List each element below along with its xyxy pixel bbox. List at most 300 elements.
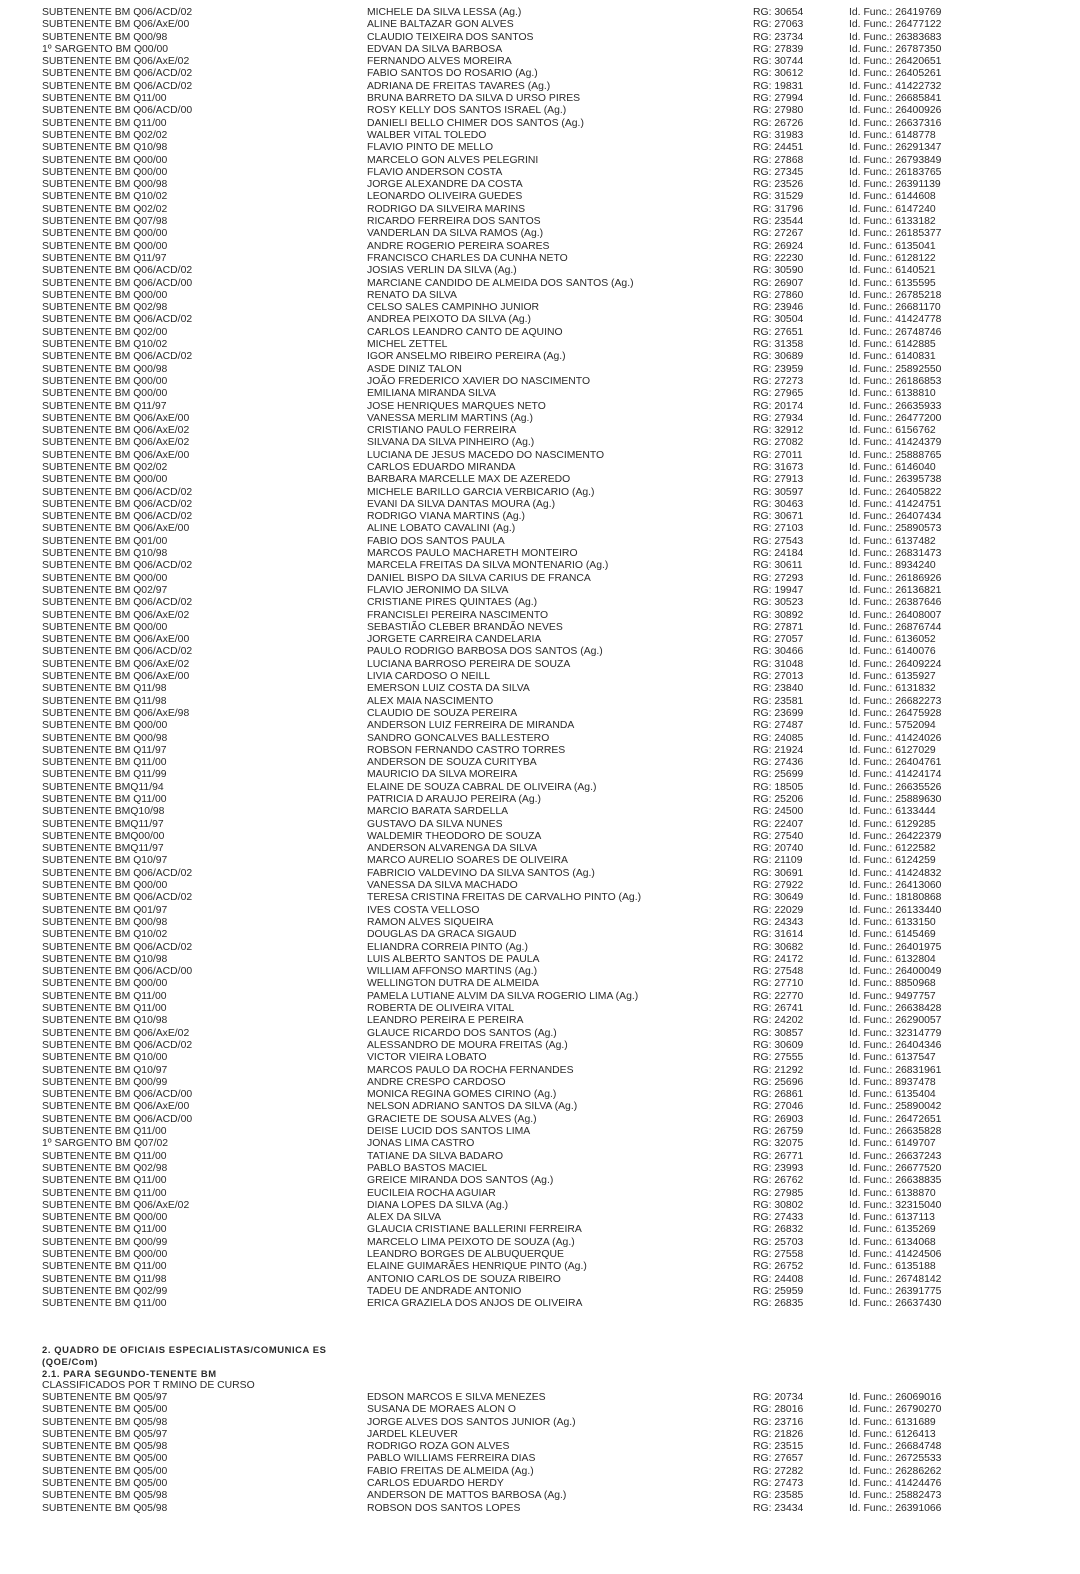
table-row	[42, 1188, 1052, 1200]
name-cell: SILVANA DA SILVA PINHEIRO (Ag.)	[367, 437, 535, 449]
table-row	[42, 167, 1052, 179]
name-cell: CARLOS EDUARDO MIRANDA	[367, 461, 516, 473]
rank-cell: SUBTENENTE BM Q10/98	[42, 142, 168, 154]
name-cell: JORGE ALVES DOS SANTOS JUNIOR (Ag.)	[367, 1416, 576, 1428]
rank-cell: SUBTENENTE BM Q02/00	[42, 326, 168, 338]
table-row	[42, 499, 1052, 511]
table-row	[42, 425, 1052, 437]
table-row	[42, 32, 1052, 44]
func-id-cell: Id. Func.: 25889630	[849, 794, 942, 805]
rank-cell: SUBTENENTE BM Q06/ACD/00	[42, 105, 193, 117]
func-id-cell: Id. Func.: 26477200	[849, 412, 942, 424]
table-row	[42, 450, 1052, 462]
rank-cell: SUBTENENTE BM Q11/00	[42, 1126, 167, 1138]
name-cell: ANTONIO CARLOS DE SOUZA RIBEIRO	[367, 1273, 561, 1285]
name-cell: WALBER VITAL TOLEDO	[367, 129, 487, 141]
rank-cell: SUBTENENTE BM Q05/97	[42, 1392, 168, 1403]
table-row	[42, 1404, 1052, 1416]
name-cell: FLAVIO JERONIMO DA SILVA	[367, 584, 509, 596]
rg-cell: RG: 25959	[753, 1285, 804, 1297]
rg-cell: RG: 31529	[753, 191, 804, 203]
table-row	[42, 105, 1052, 117]
rg-cell: RG: 25703	[753, 1236, 804, 1248]
name-cell: ASDE DINIZ TALON	[367, 363, 462, 375]
rank-cell: SUBTENENTE BM Q06/ACD/02	[42, 511, 193, 523]
name-cell: ROSY KELLY DOS SANTOS ISRAEL (Ag.)	[367, 105, 567, 117]
name-cell: FLAVIO ANDERSON COSTA	[367, 166, 503, 178]
rg-cell: RG: 18505	[753, 781, 804, 793]
name-cell: ANDRE ROGERIO PEREIRA SOARES	[367, 240, 550, 252]
table-row	[42, 610, 1052, 622]
rank-cell: SUBTENENTE BMQ10/98	[42, 806, 165, 818]
func-id-cell: Id. Func.: 6135927	[849, 671, 936, 683]
rg-cell: RG: 24202	[753, 1015, 804, 1027]
name-cell: WILLIAM AFFONSO MARTINS (Ag.)	[367, 966, 538, 978]
name-cell: GLAUCE RICARDO DOS SANTOS (Ag.)	[367, 1027, 557, 1039]
table-row	[42, 634, 1052, 646]
rg-cell: RG: 26832	[753, 1224, 804, 1236]
rank-cell: SUBTENENTE BM Q06/ACD/02	[42, 892, 193, 904]
name-cell: GREICE MIRANDA DOS SANTOS (Ag.)	[367, 1175, 554, 1187]
rg-cell: RG: 20740	[753, 843, 804, 855]
func-id-cell: Id. Func.: 6135041	[849, 240, 936, 252]
name-cell: ANDERSON LUIZ FERREIRA DE MIRANDA	[367, 720, 575, 732]
name-cell: MARCELO GON ALVES PELEGRINI	[367, 154, 539, 166]
table-row	[42, 253, 1052, 265]
rank-cell: SUBTENENTE BMQ00/00	[42, 830, 165, 842]
rg-cell: RG: 21826	[753, 1428, 804, 1440]
table-row	[42, 1077, 1052, 1089]
func-id-cell: Id. Func.: 41424506	[849, 1248, 942, 1260]
rank-cell: SUBTENENTE BM Q06/AxE/02	[42, 609, 190, 621]
rg-cell: RG: 27267	[753, 228, 804, 240]
func-id-cell: Id. Func.: 26748746	[849, 326, 942, 338]
func-id-cell: Id. Func.: 26401975	[849, 941, 942, 953]
func-id-cell: Id. Func.: 32314779	[849, 1027, 942, 1039]
name-cell: IGOR ANSELMO RIBEIRO PEREIRA (Ag.)	[367, 351, 566, 363]
func-id-cell: Id. Func.: 26748142	[849, 1273, 942, 1285]
func-id-cell: Id. Func.: 26404761	[849, 757, 942, 769]
name-cell: ROBSON FERNANDO CASTRO TORRES	[367, 744, 566, 756]
rg-cell: RG: 30463	[753, 498, 804, 510]
rank-cell: SUBTENENTE BM Q10/98	[42, 953, 168, 965]
func-id-cell: Id. Func.: 26136821	[849, 584, 942, 596]
table-row	[42, 991, 1052, 1003]
rg-cell: RG: 27651	[753, 326, 804, 338]
rg-cell: RG: 27082	[753, 437, 804, 449]
table-row	[42, 179, 1052, 191]
table-row	[42, 880, 1052, 892]
func-id-cell: Id. Func.: 6138870	[849, 1187, 936, 1199]
func-id-cell: Id. Func.: 6135269	[849, 1224, 936, 1236]
rank-cell: SUBTENENTE BM Q06/ACD/02	[42, 1039, 193, 1051]
func-id-cell: Id. Func.: 26790270	[849, 1404, 942, 1416]
table-row	[42, 130, 1052, 142]
rank-cell: SUBTENENTE BM Q06/ACD/02	[42, 351, 193, 363]
rank-cell: SUBTENENTE BM Q00/99	[42, 1236, 168, 1248]
name-cell: FABRICIO VALDEVINO DA SILVA SANTOS (Ag.)	[367, 867, 595, 879]
name-cell: CELSO SALES CAMPINHO JUNIOR	[367, 302, 540, 314]
table-row	[42, 757, 1052, 769]
func-id-cell: Id. Func.: 6140076	[849, 646, 936, 658]
rg-cell: RG: 27922	[753, 880, 804, 892]
rank-cell: SUBTENENTE BM Q11/97	[42, 744, 167, 756]
rank-cell: SUBTENENTE BM Q06/ACD/00	[42, 277, 193, 289]
table-row	[42, 646, 1052, 658]
rank-cell: SUBTENENTE BM Q00/98	[42, 732, 168, 744]
rank-cell: SUBTENENTE BM Q00/00	[42, 621, 168, 633]
rg-cell: RG: 27555	[753, 1052, 804, 1064]
rank-cell: SUBTENENTE BM Q00/00	[42, 572, 168, 584]
rg-cell: RG: 26759	[753, 1126, 804, 1138]
rg-cell: RG: 30504	[753, 314, 804, 326]
rank-cell: SUBTENENTE BM Q06/AxE/02	[42, 658, 190, 670]
table-row	[42, 1224, 1052, 1236]
name-cell: FERNANDO ALVES MOREIRA	[367, 56, 512, 68]
name-cell: ALEX DA SILVA	[367, 1212, 442, 1224]
table-row	[42, 831, 1052, 843]
rank-cell: SUBTENENTE BM Q06/ACD/02	[42, 498, 193, 510]
rank-cell: SUBTENENTE BM Q05/00	[42, 1478, 168, 1490]
table-row	[42, 917, 1052, 929]
rank-cell: SUBTENENTE BM Q00/98	[42, 179, 168, 191]
rank-cell: SUBTENENTE BM Q02/02	[42, 129, 168, 141]
rg-cell: RG: 31358	[753, 339, 804, 351]
func-id-cell: Id. Func.: 26637430	[849, 1298, 942, 1310]
func-id-cell: Id. Func.: 9497757	[849, 990, 936, 1002]
rank-cell: SUBTENENTE BM Q02/02	[42, 203, 168, 215]
func-id-cell: Id. Func.: 5752094	[849, 720, 936, 732]
table-row	[42, 401, 1052, 413]
name-cell: PATRICIA D ARAUJO PEREIRA (Ag.)	[367, 794, 541, 805]
func-id-cell: Id. Func.: 26069016	[849, 1392, 942, 1403]
table-row	[42, 978, 1052, 990]
name-cell: EUCILEIA ROCHA AGUIAR	[367, 1187, 496, 1199]
table-row	[42, 1052, 1052, 1064]
table-row	[42, 228, 1052, 240]
rg-cell: RG: 20734	[753, 1392, 804, 1403]
func-id-cell: Id. Func.: 25892550	[849, 363, 942, 375]
name-cell: VICTOR VIEIRA LOBATO	[367, 1052, 487, 1064]
rank-cell: SUBTENENTE BM Q02/98	[42, 1162, 168, 1174]
rank-cell: SUBTENENTE BM Q06/AxE/00	[42, 1101, 190, 1113]
func-id-cell: Id. Func.: 26408007	[849, 609, 942, 621]
name-cell: NELSON ADRIANO SANTOS DA SILVA (Ag.)	[367, 1101, 578, 1113]
rank-cell: SUBTENENTE BM Q02/97	[42, 584, 168, 596]
func-id-cell: Id. Func.: 26383683	[849, 31, 942, 43]
name-cell: ROBERTA DE OLIVEIRA VITAL	[367, 1003, 515, 1015]
rg-cell: RG: 26726	[753, 117, 804, 129]
table-row	[42, 216, 1052, 228]
rg-cell: RG: 19947	[753, 584, 804, 596]
table-row	[42, 376, 1052, 388]
table-row	[42, 339, 1052, 351]
table-row	[42, 1503, 1052, 1515]
name-cell: GLAUCIA CRISTIANE BALLERINI FERREIRA	[367, 1224, 582, 1236]
table-row	[42, 413, 1052, 425]
table-row	[42, 523, 1052, 535]
rg-cell: RG: 23434	[753, 1502, 804, 1514]
rg-cell: RG: 23993	[753, 1162, 804, 1174]
table-row	[42, 929, 1052, 941]
rg-cell: RG: 25206	[753, 794, 804, 805]
name-cell: EMERSON LUIZ COSTA DA SILVA	[367, 683, 530, 695]
func-id-cell: Id. Func.: 41424174	[849, 769, 942, 781]
personnel-list-qoe	[42, 1392, 1052, 1515]
func-id-cell: Id. Func.: 6156762	[849, 425, 936, 437]
name-cell: ELIANDRA CORREIA PINTO (Ag.)	[367, 941, 528, 953]
rg-cell: RG: 31614	[753, 929, 804, 941]
rank-cell: SUBTENENTE BM Q11/00	[42, 757, 167, 769]
rank-cell: SUBTENENTE BM Q11/00	[42, 1224, 167, 1236]
table-row	[42, 1114, 1052, 1126]
func-id-cell: Id. Func.: 26682273	[849, 695, 942, 707]
table-row	[42, 511, 1052, 523]
table-row	[42, 733, 1052, 745]
func-id-cell: Id. Func.: 26787350	[849, 43, 942, 55]
name-cell: GRACIETE DE SOUSA ALVES (Ag.)	[367, 1113, 537, 1125]
table-row	[42, 1429, 1052, 1441]
table-row	[42, 548, 1052, 560]
name-cell: MICHEL ZETTEL	[367, 339, 448, 351]
name-cell: FABIO DOS SANTOS PAULA	[367, 535, 505, 547]
table-row	[42, 1151, 1052, 1163]
func-id-cell: Id. Func.: 41424751	[849, 498, 942, 510]
rg-cell: RG: 25696	[753, 1076, 804, 1088]
rank-cell: SUBTENENTE BM Q11/00	[42, 1003, 167, 1015]
name-cell: VANESSA DA SILVA MACHADO	[367, 880, 518, 892]
table-row	[42, 1392, 1052, 1404]
rank-cell: SUBTENENTE BM Q00/00	[42, 1248, 168, 1260]
func-id-cell: Id. Func.: 26391775	[849, 1285, 942, 1297]
table-row	[42, 1212, 1052, 1224]
table-row	[42, 855, 1052, 867]
rg-cell: RG: 27293	[753, 572, 804, 584]
name-cell: RODRIGO ROZA GON ALVES	[367, 1441, 510, 1453]
table-row	[42, 327, 1052, 339]
rg-cell: RG: 23734	[753, 31, 804, 43]
rank-cell: SUBTENENTE BM Q06/ACD/02	[42, 597, 193, 609]
rg-cell: RG: 26907	[753, 277, 804, 289]
func-id-cell: Id. Func.: 26725533	[849, 1453, 942, 1465]
name-cell: JONAS LIMA CASTRO	[367, 1138, 475, 1150]
rg-cell: RG: 26771	[753, 1150, 804, 1162]
name-cell: DIANA LOPES DA SILVA (Ag.)	[367, 1199, 509, 1211]
rank-cell: SUBTENENTE BM Q11/97	[42, 400, 167, 412]
name-cell: VANDERLAN DA SILVA RAMOS (Ag.)	[367, 228, 544, 240]
func-id-cell: Id. Func.: 6126413	[849, 1428, 936, 1440]
table-row	[42, 1298, 1052, 1310]
func-id-cell: Id. Func.: 6122582	[849, 843, 936, 855]
name-cell: LEONARDO OLIVEIRA GUEDES	[367, 191, 523, 203]
rank-cell: SUBTENENTE BM Q05/00	[42, 1404, 168, 1416]
rg-cell: RG: 23716	[753, 1416, 804, 1428]
func-id-cell: Id. Func.: 41424026	[849, 732, 942, 744]
rank-cell: SUBTENENTE BM Q10/98	[42, 548, 168, 560]
rank-cell: SUBTENENTE BM Q11/98	[42, 1273, 167, 1285]
func-id-cell: Id. Func.: 26793849	[849, 154, 942, 166]
rank-cell: SUBTENENTE BM Q11/99	[42, 769, 167, 781]
rank-cell: SUBTENENTE BM Q06/ACD/02	[42, 941, 193, 953]
rg-cell: RG: 26903	[753, 1113, 804, 1125]
rg-cell: RG: 22770	[753, 990, 804, 1002]
table-row	[42, 597, 1052, 609]
rank-cell: 1º SARGENTO BM Q07/02	[42, 1138, 169, 1150]
table-row	[42, 1065, 1052, 1077]
rg-cell: RG: 27657	[753, 1453, 804, 1465]
name-cell: JORGETE CARREIRA CANDELARIA	[367, 634, 542, 646]
func-id-cell: Id. Func.: 26422379	[849, 830, 942, 842]
rg-cell: RG: 24085	[753, 732, 804, 744]
func-id-cell: Id. Func.: 41424379	[849, 437, 942, 449]
rank-cell: SUBTENENTE BM Q11/00	[42, 990, 167, 1002]
func-id-cell: Id. Func.: 26290057	[849, 1015, 942, 1027]
rank-cell: SUBTENENTE BM Q11/97	[42, 252, 167, 264]
name-cell: EVANI DA SILVA DANTAS MOURA (Ag.)	[367, 498, 556, 510]
table-row	[42, 573, 1052, 585]
func-id-cell: Id. Func.: 26391066	[849, 1502, 942, 1514]
name-cell: MARCELA FREITAS DA SILVA MONTENARIO (Ag.)	[367, 560, 609, 572]
rank-cell: SUBTENENTE BM Q11/98	[42, 695, 167, 707]
name-cell: ELAINE DE SOUZA CABRAL DE OLIVEIRA (Ag.)	[367, 781, 597, 793]
rg-cell: RG: 27046	[753, 1101, 804, 1113]
table-row	[42, 1441, 1052, 1453]
name-cell: CARLOS LEANDRO CANTO DE AQUINO	[367, 326, 563, 338]
rg-cell: RG: 30611	[753, 560, 803, 572]
func-id-cell: Id. Func.: 26638835	[849, 1175, 942, 1187]
table-row	[42, 302, 1052, 314]
func-id-cell: Id. Func.: 6148778	[849, 129, 936, 141]
rank-cell: SUBTENENTE BM Q00/00	[42, 228, 168, 240]
table-row	[42, 204, 1052, 216]
rg-cell: RG: 30466	[753, 646, 804, 658]
rg-cell: RG: 24172	[753, 953, 804, 965]
table-row	[42, 1237, 1052, 1249]
rank-cell: SUBTENENTE BM Q01/97	[42, 904, 168, 916]
name-cell: ANDERSON DE SOUZA CURITYBA	[367, 757, 537, 769]
rank-cell: SUBTENENTE BM Q06/ACD/02	[42, 486, 193, 498]
table-row	[42, 1028, 1052, 1040]
rg-cell: RG: 30857	[753, 1027, 804, 1039]
table-row	[42, 966, 1052, 978]
func-id-cell: Id. Func.: 6129285	[849, 818, 936, 830]
name-cell: FABIO FREITAS DE ALMEIDA (Ag.)	[367, 1465, 534, 1477]
table-row	[42, 536, 1052, 548]
rg-cell: RG: 30671	[753, 511, 804, 523]
table-row	[42, 314, 1052, 326]
func-id-cell: Id. Func.: 6128122	[849, 252, 936, 264]
table-row	[42, 437, 1052, 449]
table-row	[42, 708, 1052, 720]
rank-cell: SUBTENENTE BM Q06/AxE/02	[42, 437, 190, 449]
table-row	[42, 118, 1052, 130]
rank-cell: SUBTENENTE BM Q00/98	[42, 363, 168, 375]
name-cell: CLAUDIO DE SOUZA PEREIRA	[367, 707, 518, 719]
table-row	[42, 671, 1052, 683]
rg-cell: RG: 27436	[753, 757, 804, 769]
name-cell: ANDERSON ALVARENGA DA SILVA	[367, 843, 538, 855]
func-id-cell: Id. Func.: 26409224	[849, 658, 942, 670]
name-cell: RENATO DA SILVA	[367, 289, 457, 301]
func-id-cell: Id. Func.: 6135404	[849, 1089, 936, 1101]
rank-cell: SUBTENENTE BM Q00/00	[42, 240, 168, 252]
table-row	[42, 474, 1052, 486]
name-cell: ELAINE GUIMARÃES HENRIQUE PINTO (Ag.)	[367, 1261, 587, 1273]
table-row	[42, 1200, 1052, 1212]
rank-cell: SUBTENENTE BM Q02/98	[42, 302, 168, 314]
func-id-cell: Id. Func.: 26477122	[849, 19, 942, 31]
rg-cell: RG: 23526	[753, 179, 804, 191]
rg-cell: RG: 27913	[753, 474, 804, 486]
table-row	[42, 1286, 1052, 1298]
rank-cell: SUBTENENTE BM Q06/ACD/00	[42, 1113, 193, 1125]
name-cell: JARDEL KLEUVER	[367, 1428, 458, 1440]
rank-cell: SUBTENENTE BM Q10/98	[42, 1015, 168, 1027]
table-row	[42, 44, 1052, 56]
rank-cell: SUBTENENTE BM Q10/97	[42, 1064, 168, 1076]
table-row	[42, 1453, 1052, 1465]
func-id-cell: Id. Func.: 6145469	[849, 929, 936, 941]
table-row	[42, 142, 1052, 154]
table-row	[42, 56, 1052, 68]
rank-cell: SUBTENENTE BM Q02/99	[42, 1285, 168, 1297]
table-row	[42, 769, 1052, 781]
rank-cell: SUBTENENTE BM Q00/00	[42, 375, 168, 387]
name-cell: MARCOS PAULO MACHARETH MONTEIRO	[367, 548, 578, 560]
rank-cell: SUBTENENTE BM Q05/98	[42, 1502, 168, 1514]
rank-cell: SUBTENENTE BM Q00/00	[42, 720, 168, 732]
name-cell: MARCIANE CANDIDO DE ALMEIDA DOS SANTOS (Ag.)	[367, 277, 634, 289]
table-row	[42, 892, 1052, 904]
personnel-list	[42, 7, 1052, 1310]
rg-cell: RG: 30649	[753, 892, 804, 904]
table-row	[42, 1490, 1052, 1502]
func-id-cell: Id. Func.: 26635828	[849, 1126, 942, 1138]
section-heading-abbreviation: (QOE/Com)	[42, 1356, 98, 1367]
rank-cell: SUBTENENTE BM Q06/AxE/00	[42, 523, 190, 535]
rg-cell: RG: 21924	[753, 744, 804, 756]
func-id-cell: Id. Func.: 41424476	[849, 1478, 942, 1490]
rank-cell: SUBTENENTE BM Q05/00	[42, 1453, 168, 1465]
func-id-cell: Id. Func.: 26638428	[849, 1003, 942, 1015]
name-cell: MARCIO BARATA SARDELLA	[367, 806, 509, 818]
rg-cell: RG: 27013	[753, 671, 804, 683]
rank-cell: SUBTENENTE BM Q00/00	[42, 289, 168, 301]
func-id-cell: Id. Func.: 8934240	[849, 560, 936, 572]
rg-cell: RG: 27282	[753, 1465, 804, 1477]
rg-cell: RG: 27057	[753, 634, 804, 646]
name-cell: FRANCISLEI PEREIRA NASCIMENTO	[367, 609, 549, 621]
rank-cell: SUBTENENTE BM Q11/00	[42, 93, 167, 105]
name-cell: JOÃO FREDERICO XAVIER DO NASCIMENTO	[367, 375, 591, 387]
rank-cell: SUBTENENTE BM Q06/ACD/02	[42, 314, 193, 326]
rank-cell: SUBTENENTE BM Q06/AxE/02	[42, 1027, 190, 1039]
func-id-cell: Id. Func.: 26407434	[849, 511, 942, 523]
table-row	[42, 1274, 1052, 1286]
rank-cell: SUBTENENTE BM Q06/AxE/02	[42, 425, 190, 437]
func-id-cell: Id. Func.: 8850968	[849, 978, 936, 990]
rank-cell: SUBTENENTE BM Q00/00	[42, 474, 168, 486]
rg-cell: RG: 24500	[753, 806, 804, 818]
func-id-cell: Id. Func.: 26677520	[849, 1162, 942, 1174]
rank-cell: SUBTENENTE BM Q06/ACD/02	[42, 560, 193, 572]
rg-cell: RG: 27710	[753, 978, 804, 990]
table-row	[42, 622, 1052, 634]
rank-cell: SUBTENENTE BM Q10/02	[42, 191, 168, 203]
rank-cell: SUBTENENTE BM Q11/00	[42, 1298, 167, 1310]
rg-cell: RG: 24343	[753, 916, 804, 928]
rg-cell: RG: 26741	[753, 1003, 804, 1015]
